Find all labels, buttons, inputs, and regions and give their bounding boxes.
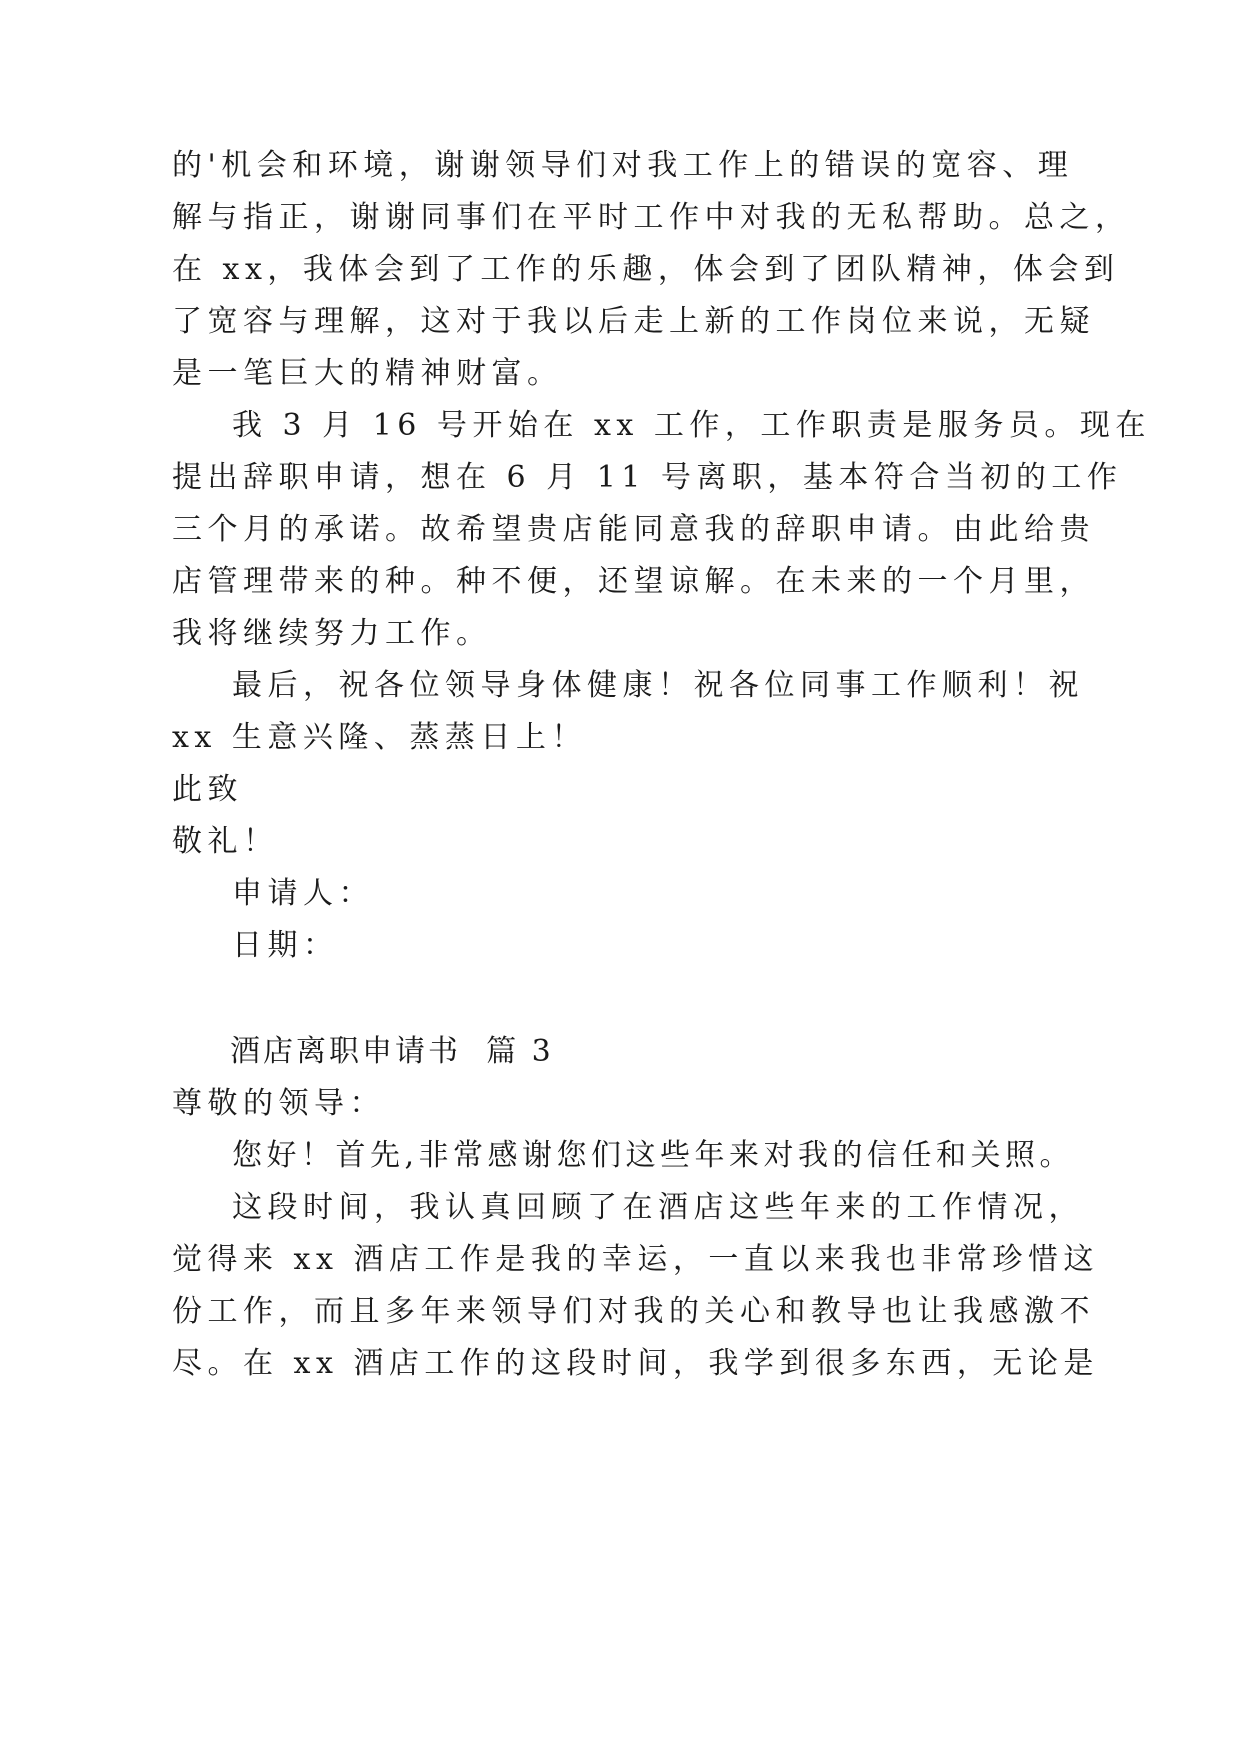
body-text-line: 您好！首先,非常感谢您们这些年来对我的信任和关照。: [232, 1138, 1075, 1173]
body-text-line: 最后，祝各位领导身体健康！祝各位同事工作顺利！祝: [232, 668, 1084, 703]
body-text-line: 我将继续努力工作。: [172, 616, 492, 651]
closing-ci-zhi: 此致: [172, 772, 243, 807]
closing-jing-li: 敬礼！: [172, 824, 279, 859]
body-text-line: 我 3 月 16 号开始在 xx 工作，工作职责是服务员。现在: [232, 408, 1151, 443]
body-text-line: 提出辞职申请，想在 6 月 11 号离职，基本符合当初的工作: [172, 460, 1123, 495]
section-title: 酒店离职申请书 篇 3: [230, 1034, 554, 1069]
body-text-line: 的'机会和环境，谢谢领导们对我工作上的错误的宽容、理: [172, 148, 1074, 183]
body-text-line: 觉得来 xx 酒店工作是我的幸运，一直以来我也非常珍惜这: [172, 1242, 1099, 1277]
salutation: 尊敬的领导：: [172, 1086, 385, 1121]
body-text-line: 解与指正，谢谢同事们在平时工作中对我的无私帮助。总之，: [172, 200, 1131, 235]
body-text-line: xx 生意兴隆、蒸蒸日上！: [172, 720, 587, 755]
body-text-line: 在 xx，我体会到了工作的乐趣，体会到了团队精神，体会到: [172, 252, 1120, 287]
body-text-line: 尽。在 xx 酒店工作的这段时间，我学到很多东西，无论是: [172, 1346, 1099, 1381]
body-text-line: 了宽容与理解，这对于我以后走上新的工作岗位来说，无疑: [172, 304, 1095, 339]
body-text-line: 份工作，而且多年来领导们对我的关心和教导也让我感激不: [172, 1294, 1095, 1329]
body-text-line: 是一笔巨大的精神财富。: [172, 356, 563, 391]
body-text-line: 这段时间，我认真回顾了在酒店这些年来的工作情况，: [232, 1190, 1084, 1225]
body-text-line: 店管理带来的种。种不便，还望谅解。在未来的一个月里，: [172, 564, 1095, 599]
applicant-label: 申请人：: [232, 876, 374, 911]
body-text-line: 三个月的承诺。故希望贵店能同意我的辞职申请。由此给贵: [172, 512, 1095, 547]
date-label: 日期：: [232, 928, 339, 963]
